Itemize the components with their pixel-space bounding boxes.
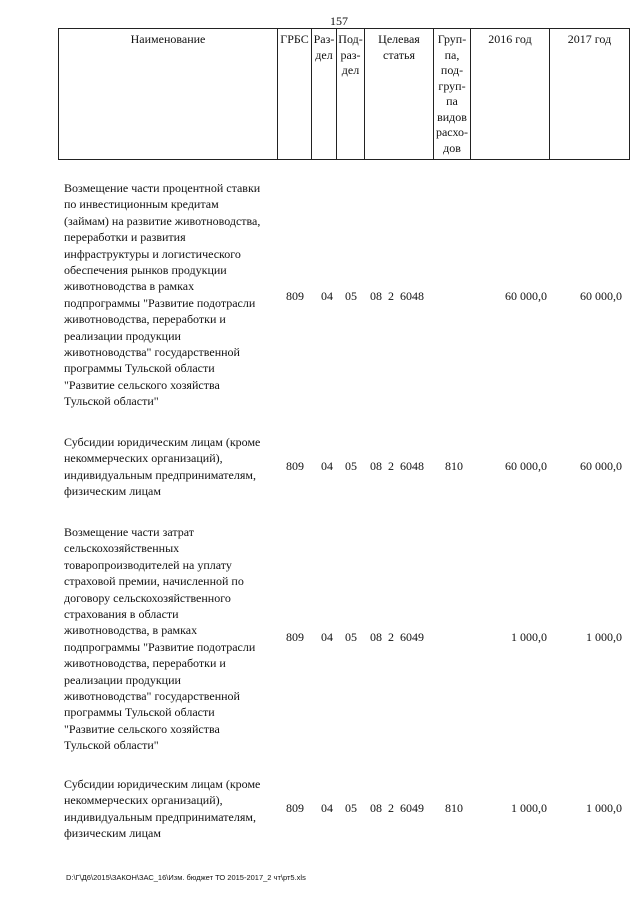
header-razdel: Раз- дел	[312, 29, 337, 159]
row-podrazdel: 05	[345, 459, 357, 473]
row-podrazdel: 05	[345, 801, 357, 815]
row-group: 810	[445, 801, 463, 815]
row-2017: 60 000,0	[580, 459, 622, 473]
row-name: Субсидии юридическим лицам (кроме некоммерческих организаций), индивидуальным предпринимателям, физическим лицам	[64, 435, 261, 499]
row-article: 08 2 6048	[370, 459, 424, 473]
table-header	[58, 28, 630, 160]
row-razdel: 04	[321, 801, 333, 815]
row-razdel: 04	[321, 459, 333, 473]
header-article: Целевая статья	[365, 29, 434, 159]
header-group: Груп- па, под- груп- па видов расхо- дов	[434, 29, 471, 159]
row-razdel: 04	[321, 630, 333, 644]
row-2016: 60 000,0	[505, 289, 547, 303]
header-2017: 2017 год	[567, 32, 612, 46]
row-2016: 60 000,0	[505, 459, 547, 473]
row-podrazdel: 05	[345, 289, 357, 303]
file-path-footer: D:\Г\Д6\2015\ЗАКОН\ЗАС_16\Изм. бюджет ТО 2015-2017_2 чт\рт5.xls	[66, 873, 306, 882]
row-name: Субсидии юридическим лицам (кроме некоммерческих организаций), индивидуальным предпринимателям, физическим лицам	[64, 777, 261, 841]
row-name: Возмещение части процентной ставки по инвестиционным кредитам (займам) на развитие животноводства, переработки и развития инфраструктуры и логистического обеспечения рынков продукции животноводства в рамках подпрограммы "Развитие подотрасли животноводства, переработки и реализации продукции животноводства" государственной программы Тульской области "Развитие сельского хозяйства Тульской области"	[64, 181, 261, 409]
row-2017: 60 000,0	[580, 289, 622, 303]
row-grbs: 809	[286, 630, 304, 644]
header-grbs: ГРБС	[278, 29, 312, 159]
row-grbs: 809	[286, 289, 304, 303]
row-grbs: 809	[286, 801, 304, 815]
header-podrazdel: Под- раз- дел	[337, 29, 365, 159]
row-podrazdel: 05	[345, 630, 357, 644]
header-2016: 2016 год	[471, 29, 550, 159]
row-2016: 1 000,0	[511, 630, 547, 644]
row-razdel: 04	[321, 289, 333, 303]
row-group: 810	[445, 459, 463, 473]
row-2017: 1 000,0	[586, 630, 622, 644]
row-article: 08 2 6049	[370, 630, 424, 644]
row-article: 08 2 6049	[370, 801, 424, 815]
row-article: 08 2 6048	[370, 289, 424, 303]
row-2017: 1 000,0	[586, 801, 622, 815]
row-2016: 1 000,0	[511, 801, 547, 815]
page-number: 157	[330, 14, 348, 28]
header-name: Наименование	[59, 29, 278, 159]
row-name: Возмещение части затрат сельскохозяйственных товаропроизводителей на уплату страховой премии, начисленной по договору сельскохозяйственного страхования в области животноводства, в рамках подпрограммы "Развитие подотрасли животноводства, переработки и реализации продукции животноводства" государственной программы Тульской области "Развитие сельского хозяйства Тульской области"	[64, 525, 256, 753]
row-grbs: 809	[286, 459, 304, 473]
